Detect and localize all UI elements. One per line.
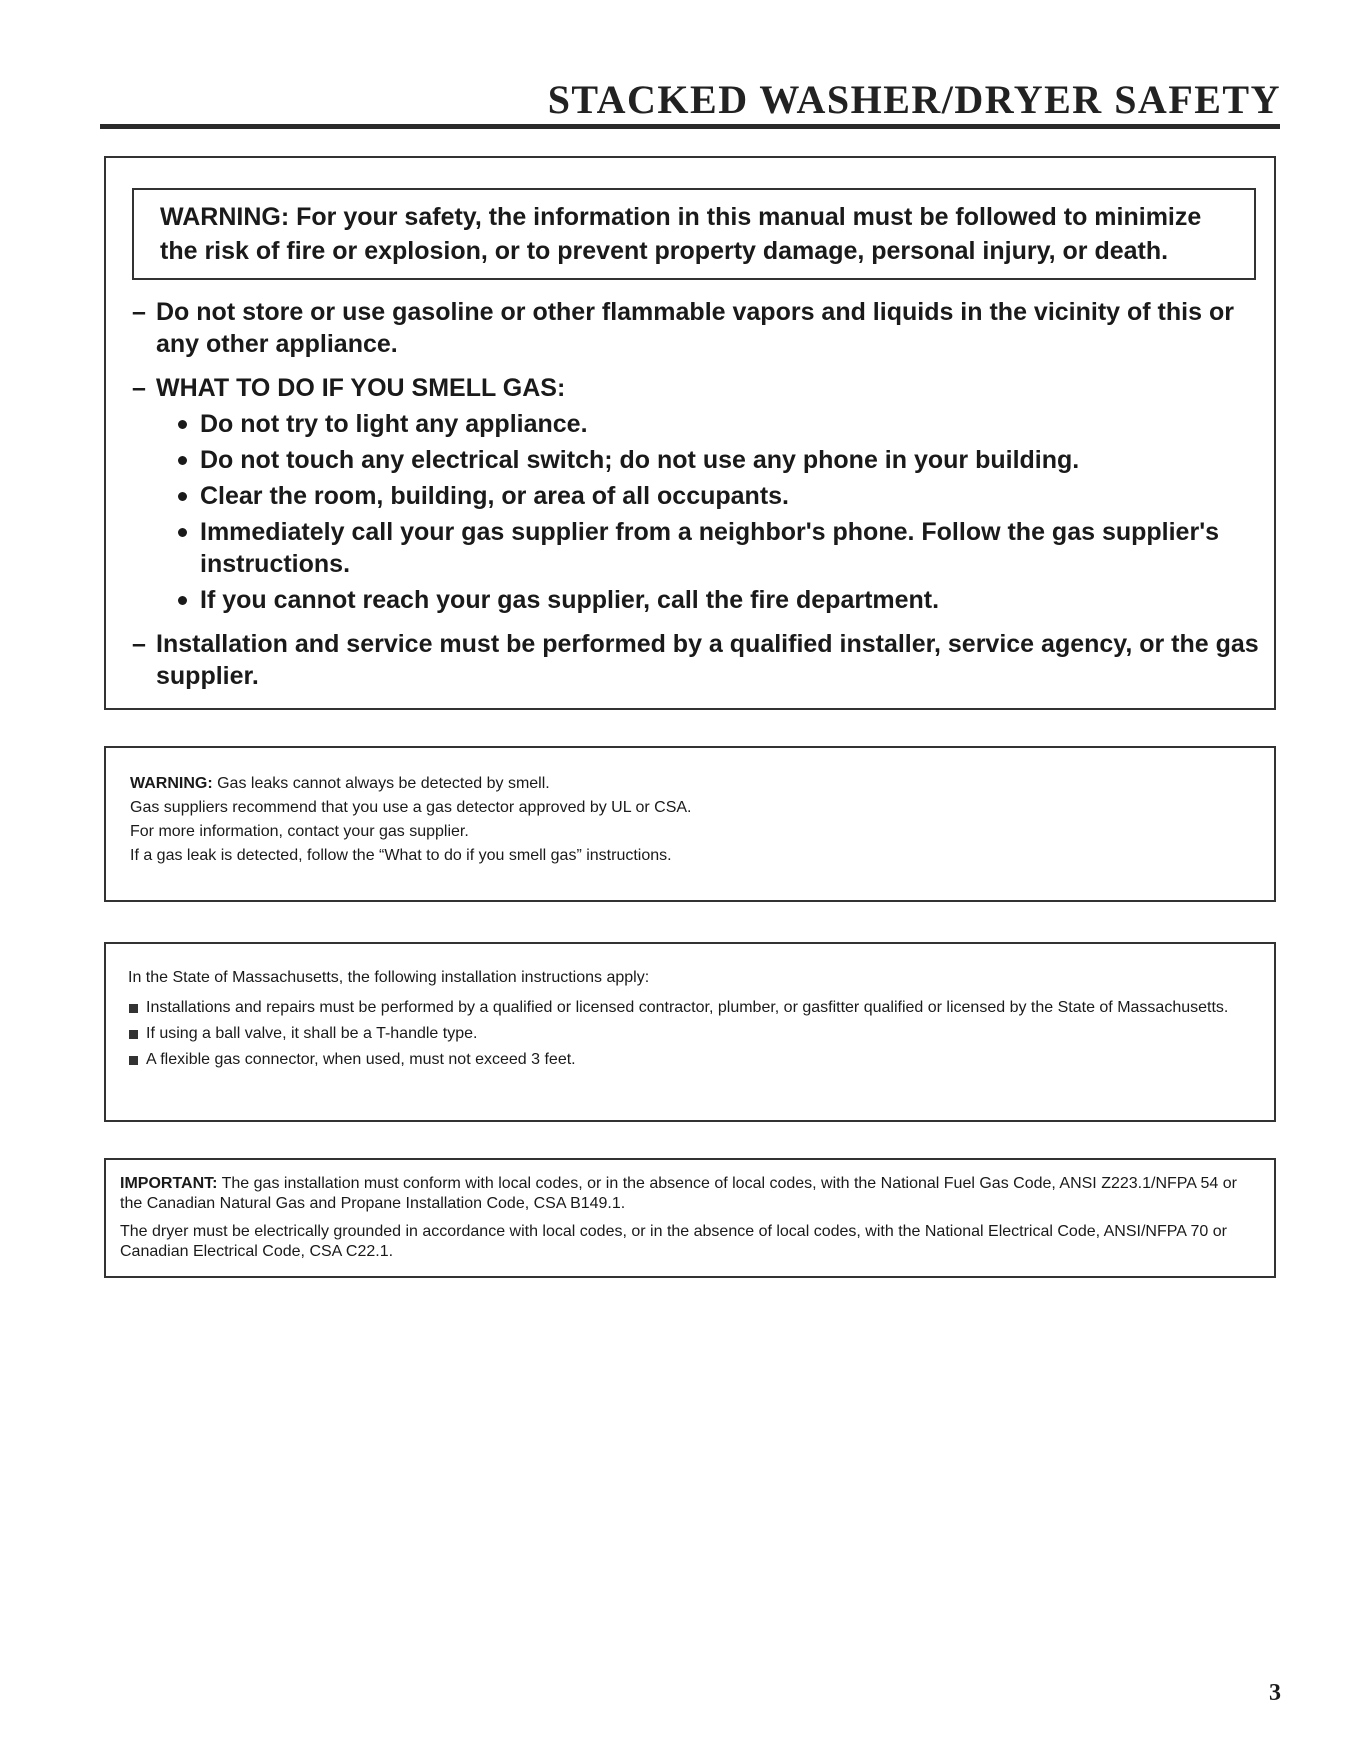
list-item — [132, 296, 1262, 360]
important-text: The gas installation must conform with local codes, or in the absence of local codes, with the National Fuel Gas Code, ANSI Z223.1/NFPA 54 or the Canadian Natural Gas and Propane Installation Code, CSA B149.1. — [120, 1175, 1237, 1212]
warning-banner — [132, 188, 1256, 280]
list-item-text: Installations and repairs must be performed by a qualified or licensed contractor, plumber, or gasfitter qualified or licensed by the State of Massachusetts. — [146, 999, 1229, 1016]
bullet-icon — [178, 456, 187, 465]
dash-marker: – — [132, 374, 146, 402]
massachusetts-box — [104, 942, 1276, 1122]
list-item-text: A flexible gas connector, when used, must not exceed 3 feet. — [146, 1051, 576, 1068]
warning-line: the risk of fire or explosion, or to prevent property damage, personal injury, or death. — [160, 237, 1169, 265]
list-item — [128, 998, 1254, 1018]
bullet-icon — [178, 420, 187, 429]
massachusetts-intro: In the State of Massachusetts, the following installation instructions apply: — [128, 969, 650, 986]
bullet-icon — [178, 596, 187, 605]
warning-label: WARNING: — [130, 775, 213, 792]
page-number: 3 — [1269, 1680, 1281, 1706]
dash-marker: – — [132, 298, 146, 326]
gas-warning-box — [104, 156, 1276, 710]
gas-step-text: Immediately call your gas supplier from a neighbor's phone. Follow the gas supplier's instructions. — [200, 518, 1220, 578]
warning-list — [132, 296, 1262, 704]
list-item-text: If using a ball valve, it shall be a T-handle type. — [146, 1025, 478, 1042]
gas-step — [156, 480, 1262, 512]
bullet-icon — [178, 492, 187, 501]
gas-detector-warning-box — [104, 746, 1276, 902]
list-item — [128, 1024, 1254, 1044]
page-title: STACKED WASHER/DRYER SAFETY — [547, 77, 1281, 122]
square-bullet-icon — [129, 1004, 138, 1013]
list-item — [128, 1050, 1254, 1070]
gas-step — [156, 516, 1262, 580]
list-item — [132, 628, 1262, 692]
warning-first-line — [130, 772, 1274, 796]
warning-line: For more information, contact your gas supplier. — [130, 823, 469, 840]
gas-step-text: Clear the room, building, or area of all occupants. — [200, 482, 789, 510]
warning-line: Gas suppliers recommend that you use a gas detector approved by UL or CSA. — [130, 799, 692, 816]
gas-step — [156, 444, 1262, 476]
square-bullet-icon — [129, 1030, 138, 1039]
warning-text: Gas leaks cannot always be detected by smell. — [212, 775, 550, 792]
dash-marker: – — [132, 630, 146, 658]
gas-step-text: If you cannot reach your gas supplier, call the fire department. — [200, 586, 940, 614]
list-item-text: Installation and service must be performed by a qualified installer, service agency, or the gas supplier. — [156, 630, 1259, 690]
square-bullet-icon — [129, 1056, 138, 1065]
important-label: IMPORTANT: — [120, 1175, 218, 1192]
title-rule — [100, 124, 1280, 129]
gas-step — [156, 408, 1262, 440]
gas-step-text: Do not try to light any appliance. — [200, 410, 588, 438]
important-paragraph — [120, 1174, 1254, 1214]
important-box — [104, 1158, 1276, 1278]
bullet-icon — [178, 528, 187, 537]
gas-step-text: Do not touch any electrical switch; do not use any phone in your building. — [200, 446, 1080, 474]
warning-line: If a gas leak is detected, follow the “What to do if you smell gas” instructions. — [130, 847, 672, 864]
gas-step — [156, 584, 1262, 616]
list-item-text: Do not store or use gasoline or other flammable vapors and liquids in the vicinity of this or any other appliance. — [156, 298, 1234, 358]
grounding-paragraph: The dryer must be electrically grounded in accordance with local codes, or in the absence of local codes, with the National Electrical Code, ANSI/NFPA 70 or Canadian Electrical Code, CSA C22.1. — [120, 1223, 1227, 1260]
list-item-text: WHAT TO DO IF YOU SMELL GAS: — [156, 374, 566, 402]
gas-steps-list — [156, 408, 1262, 616]
list-item — [132, 372, 1262, 616]
warning-line: WARNING: For your safety, the information in this manual must be followed to minimize — [160, 203, 1202, 231]
